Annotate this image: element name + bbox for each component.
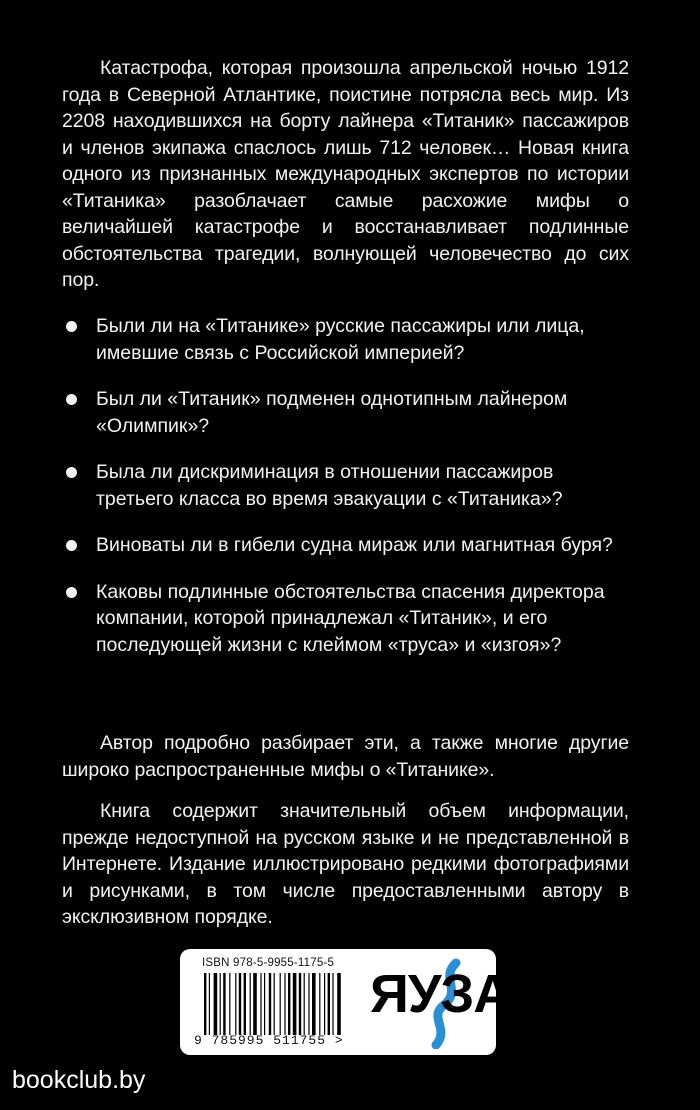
author-paragraph [62, 730, 629, 783]
list-item [62, 579, 629, 659]
barcode-digits: 9 785995 511755 > [194, 1033, 344, 1048]
content-paragraph [62, 798, 629, 931]
bullet-icon [66, 394, 77, 405]
list-item-text: Был ли «Титаник» подменен однотипным лайнером «Олимпик»? [96, 388, 568, 437]
intro-text: Катастрофа, которая произошла апрельской ночью 1912 года в Северной Атлантике, поистине потрясла весь мир. Из 2208 находившихся на борту лайнера «Титаник» пассажиров и членов экипажа спаслось лишь 712 человек… Новая книга одного из признанных международных экспертов по истории «Титаника» разоблачает самые расхожие мифы о величайшей катастрофе и восстанавливает подлинные обстоятельства трагедии, волнующей человечество до сих пор. [62, 57, 629, 291]
intro-paragraph [62, 55, 629, 294]
bullet-icon [66, 321, 77, 332]
bullet-icon [66, 540, 77, 551]
list-item [62, 313, 629, 366]
content-text: Книга содержит значительный объем информации, прежде недоступной на русском языке и не представленной в Интернете. Издание иллюстрировано редкими фотографиями и рисунками, в том числе предоставленными автору в эксклюзивном порядке. [62, 800, 629, 928]
barcode-image [202, 973, 352, 1035]
publisher-logo-text: ЯУЗА [370, 964, 512, 1024]
list-item-text: Были ли на «Титанике» русские пассажиры или лица, имевшие связь с Российской империей? [96, 315, 585, 364]
author-text: Автор подробно разбирает эти, а также многие другие широко распространенные мифы о «Титанике». [62, 732, 629, 781]
site-watermark: bookclub.by [12, 1066, 146, 1094]
publisher-logo [370, 957, 512, 1049]
list-item [62, 532, 629, 559]
bullet-icon [66, 587, 77, 598]
barcode-panel [180, 949, 512, 1055]
isbn-label: ISBN 978-5-9955-1175-5 [202, 957, 335, 969]
list-item-text: Была ли дискриминация в отношении пассажиров третьего класса во время эвакуации с «Титаника»? [96, 461, 563, 510]
bullet-icon [66, 467, 77, 478]
list-item-text: Виноваты ли в гибели судна мираж или магнитная буря? [96, 534, 613, 556]
list-item-text: Каковы подлинные обстоятельства спасения директора компании, которой принадлежал «Титаник», и его последующей жизни с клеймом «труса» и «изгоя»? [96, 580, 605, 656]
list-item [62, 459, 629, 512]
list-item [62, 386, 629, 439]
question-list [62, 313, 629, 678]
